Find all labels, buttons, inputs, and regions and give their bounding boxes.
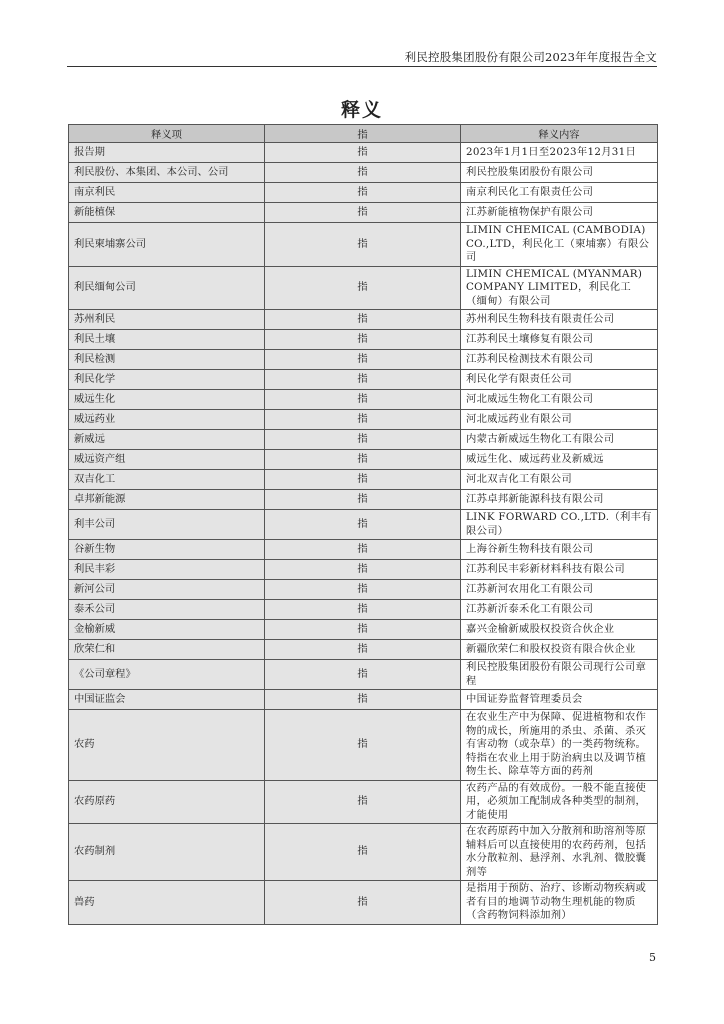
term-cell: 农药原药: [69, 780, 265, 824]
ref-cell: 指: [265, 780, 461, 824]
table-row: [69, 183, 658, 203]
table-row: [69, 620, 658, 640]
meaning-cell: 2023年1月1日至2023年12月31日: [461, 143, 658, 163]
term-cell: 利民土壤: [69, 330, 265, 350]
ref-cell: 指: [265, 640, 461, 660]
meaning-cell: 农药产品的有效成份。一般不能直接使用，必须加工配制成各种类型的制剂，才能使用: [461, 780, 658, 824]
table-row: [69, 710, 658, 781]
table-row: [69, 330, 658, 350]
term-cell: 利民检测: [69, 350, 265, 370]
section-title: 释义: [340, 99, 383, 121]
ref-cell: 指: [265, 266, 461, 310]
term-cell: 利民缅甸公司: [69, 266, 265, 310]
term-cell: 欣荣仁和: [69, 640, 265, 660]
term-cell: 报告期: [69, 143, 265, 163]
term-cell: 威远生化: [69, 390, 265, 410]
table-row: [69, 143, 658, 163]
meaning-cell: 利民化学有限责任公司: [461, 370, 658, 390]
table-row: [69, 490, 658, 510]
meaning-cell: 在农业生产中为保障、促进植物和农作物的成长，所施用的杀虫、杀菌、杀灭有害动物（或杂草）的一类药物统称。特指在农业上用于防治病虫以及调节植物生长、除草等方面的药剂: [461, 710, 658, 781]
term-cell: 新能植保: [69, 203, 265, 223]
table-row: [69, 824, 658, 881]
table-row: [69, 600, 658, 620]
header-text: 利民控股集团股份有限公司2023年年度报告全文: [404, 50, 657, 64]
ref-cell: 指: [265, 330, 461, 350]
ref-cell: 指: [265, 660, 461, 690]
term-cell: 利民柬埔寨公司: [69, 223, 265, 267]
ref-cell: 指: [265, 390, 461, 410]
ref-cell: 指: [265, 143, 461, 163]
term-cell: 兽药: [69, 881, 265, 925]
ref-cell: 指: [265, 620, 461, 640]
meaning-cell: 江苏新能植物保护有限公司: [461, 203, 658, 223]
meaning-cell: 苏州利民生物科技有限责任公司: [461, 310, 658, 330]
term-cell: 苏州利民: [69, 310, 265, 330]
table-row: [69, 881, 658, 925]
ref-cell: 指: [265, 450, 461, 470]
meaning-cell: 江苏新河农用化工有限公司: [461, 580, 658, 600]
table-row: [69, 540, 658, 560]
ref-cell: 指: [265, 370, 461, 390]
table-row: [69, 450, 658, 470]
meaning-cell: 内蒙古新威远生物化工有限公司: [461, 430, 658, 450]
ref-cell: 指: [265, 310, 461, 330]
meaning-cell: 江苏新沂泰禾化工有限公司: [461, 600, 658, 620]
ref-cell: 指: [265, 540, 461, 560]
term-cell: 卓邦新能源: [69, 490, 265, 510]
table-row: [69, 203, 658, 223]
meaning-cell: 上海谷新生物科技有限公司: [461, 540, 658, 560]
meaning-cell: 利民控股集团股份有限公司现行公司章程: [461, 660, 658, 690]
term-cell: 中国证监会: [69, 690, 265, 710]
meaning-cell: LIMIN CHEMICAL (CAMBODIA) CO.,LTD，利民化工（柬埔寨）有限公司: [461, 223, 658, 267]
table-row: [69, 660, 658, 690]
column-header-meaning: 释义内容: [461, 125, 658, 143]
table-row: [69, 350, 658, 370]
ref-cell: 指: [265, 881, 461, 925]
term-cell: 双吉化工: [69, 470, 265, 490]
meaning-cell: 河北双吉化工有限公司: [461, 470, 658, 490]
table-header-row: [69, 125, 658, 143]
meaning-cell: 江苏利民土壤修复有限公司: [461, 330, 658, 350]
table-row: [69, 223, 658, 267]
ref-cell: 指: [265, 560, 461, 580]
ref-cell: 指: [265, 824, 461, 881]
meaning-cell: 嘉兴金榆新威股权投资合伙企业: [461, 620, 658, 640]
meaning-cell: LIMIN CHEMICAL (MYANMAR) COMPANY LIMITED，利民化工（缅甸）有限公司: [461, 266, 658, 310]
table-row: [69, 310, 658, 330]
ref-cell: 指: [265, 203, 461, 223]
term-cell: 新威远: [69, 430, 265, 450]
table-row: [69, 690, 658, 710]
table-row: [69, 390, 658, 410]
ref-cell: 指: [265, 430, 461, 450]
ref-cell: 指: [265, 600, 461, 620]
term-cell: 泰禾公司: [69, 600, 265, 620]
table-row: [69, 560, 658, 580]
term-cell: 威远药业: [69, 410, 265, 430]
table-row: [69, 163, 658, 183]
meaning-cell: 在农药原药中加入分散剂和助溶剂等原辅料后可以直接使用的农药药剂，包括水分散粒剂、悬浮剂、水乳剂、微胶囊剂等: [461, 824, 658, 881]
term-cell: 农药: [69, 710, 265, 781]
meaning-cell: 利民控股集团股份有限公司: [461, 163, 658, 183]
column-header-ref: 指: [265, 125, 461, 143]
meaning-cell: 威远生化、威远药业及新威远: [461, 450, 658, 470]
meaning-cell: 中国证券监督管理委员会: [461, 690, 658, 710]
ref-cell: 指: [265, 690, 461, 710]
ref-cell: 指: [265, 410, 461, 430]
ref-cell: 指: [265, 710, 461, 781]
meaning-cell: 江苏卓邦新能源科技有限公司: [461, 490, 658, 510]
ref-cell: 指: [265, 580, 461, 600]
column-header-term: 释义项: [69, 125, 265, 143]
meaning-cell: 河北威远药业有限公司: [461, 410, 658, 430]
table-row: [69, 780, 658, 824]
ref-cell: 指: [265, 163, 461, 183]
ref-cell: 指: [265, 470, 461, 490]
definitions-table: [68, 124, 658, 925]
term-cell: 利民股份、本集团、本公司、公司: [69, 163, 265, 183]
table-row: [69, 370, 658, 390]
term-cell: 金榆新威: [69, 620, 265, 640]
ref-cell: 指: [265, 183, 461, 203]
ref-cell: 指: [265, 350, 461, 370]
term-cell: 新河公司: [69, 580, 265, 600]
table-row: [69, 430, 658, 450]
term-cell: 南京利民: [69, 183, 265, 203]
table-body: [69, 143, 658, 925]
meaning-cell: 江苏利民丰彩新材料科技有限公司: [461, 560, 658, 580]
table-row: [69, 410, 658, 430]
meaning-cell: 南京利民化工有限责任公司: [461, 183, 658, 203]
term-cell: 谷新生物: [69, 540, 265, 560]
page-number: 5: [649, 951, 656, 964]
term-cell: 利民化学: [69, 370, 265, 390]
table-row: [69, 580, 658, 600]
meaning-cell: 新疆欣荣仁和股权投资有限合伙企业: [461, 640, 658, 660]
term-cell: 农药制剂: [69, 824, 265, 881]
page-header: [67, 48, 657, 67]
meaning-cell: LINK FORWARD CO.,LTD.（利丰有限公司）: [461, 510, 658, 540]
ref-cell: 指: [265, 223, 461, 267]
term-cell: 利丰公司: [69, 510, 265, 540]
table-row: [69, 510, 658, 540]
ref-cell: 指: [265, 490, 461, 510]
meaning-cell: 河北威远生物化工有限公司: [461, 390, 658, 410]
table-row: [69, 640, 658, 660]
meaning-cell: 是指用于预防、治疗、诊断动物疾病或者有目的地调节动物生理机能的物质（含药物饲料添加剂）: [461, 881, 658, 925]
term-cell: 《公司章程》: [69, 660, 265, 690]
table-row: [69, 266, 658, 310]
ref-cell: 指: [265, 510, 461, 540]
table-row: [69, 470, 658, 490]
term-cell: 威远资产组: [69, 450, 265, 470]
term-cell: 利民丰彩: [69, 560, 265, 580]
meaning-cell: 江苏利民检测技术有限公司: [461, 350, 658, 370]
